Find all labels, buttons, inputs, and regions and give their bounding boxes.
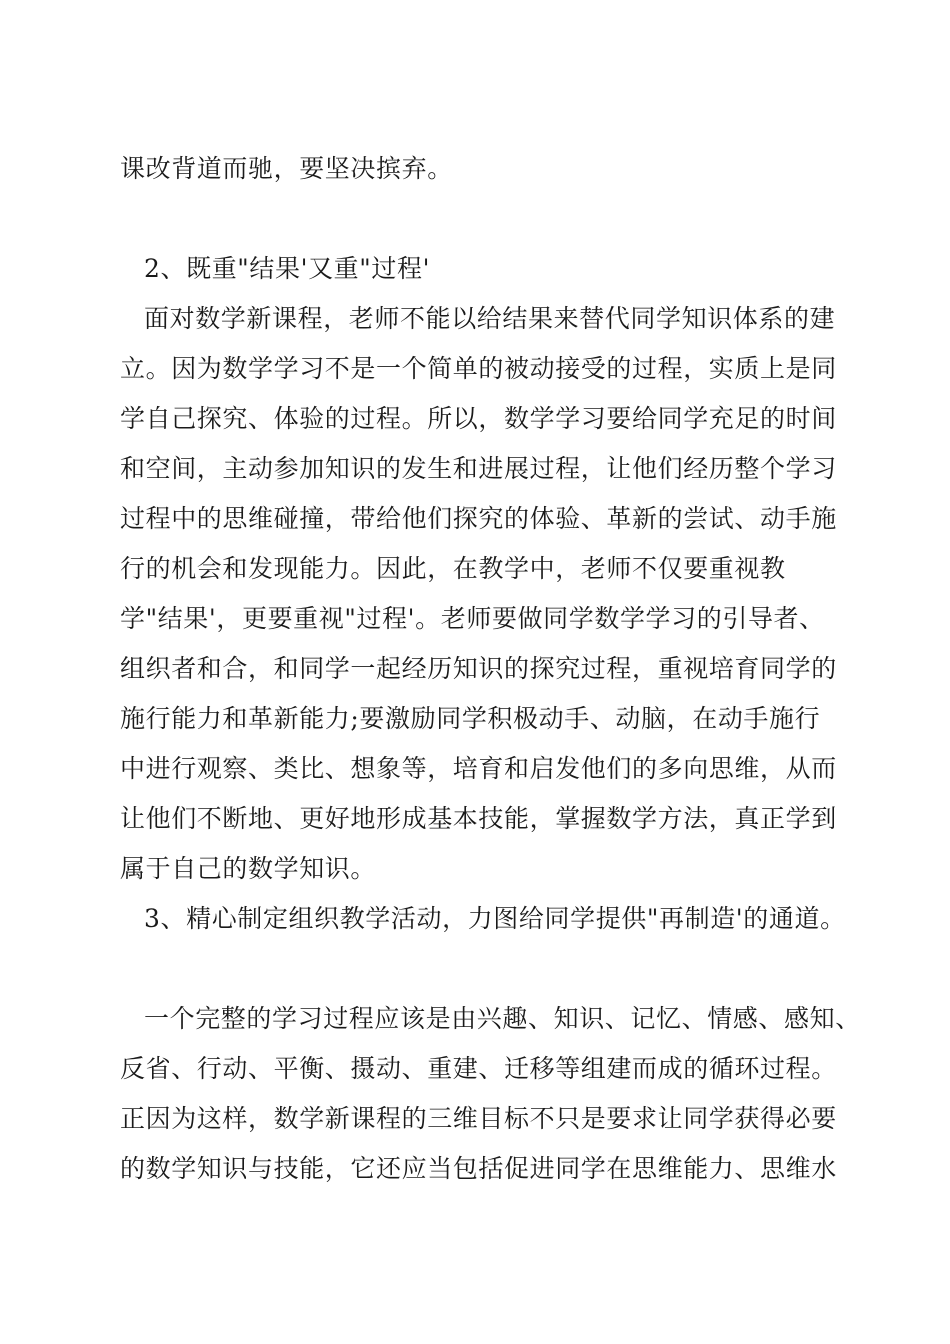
paragraph-line: 和空间，主动参加知识的发生和进展过程，让他们经历整个学习	[120, 454, 837, 483]
paragraph-line: 组织者和合，和同学一起经历知识的探究过程，重视培育同学的	[120, 654, 837, 683]
paragraph-line: 的数学知识与技能，它还应当包括促进同学在思维能力、思维水	[120, 1154, 837, 1183]
paragraph-line: 过程中的思维碰撞，带给他们探究的体验、革新的尝试、动手施	[120, 504, 837, 533]
paragraph-line: 行的机会和发现能力。因此，在教学中，老师不仅要重视教	[120, 554, 786, 583]
paragraph-line: 让他们不断地、更好地形成基本技能，掌握数学方法，真正学到	[120, 804, 837, 833]
paragraph-line: 学"结果'，更要重视"过程'。老师要做同学数学学习的引导者、	[120, 604, 825, 633]
paragraph-line: 一个完整的学习过程应该是由兴趣、知识、记忆、情感、感知、	[144, 1004, 861, 1033]
paragraph-line: 正因为这样，数学新课程的三维目标不只是要求让同学获得必要	[120, 1104, 837, 1133]
paragraph-line: 面对数学新课程，老师不能以给结果来替代同学知识体系的建	[144, 304, 836, 333]
paragraph-line: 施行能力和革新能力;要激励同学积极动手、动脑，在动手施行	[120, 704, 821, 733]
paragraph-line: 立。因为数学学习不是一个简单的被动接受的过程，实质上是同	[120, 354, 837, 383]
paragraph-line: 属于自己的数学知识。	[120, 854, 377, 883]
section-heading-2: 2、既重"结果'又重"过程'	[144, 254, 431, 283]
paragraph-line: 学自己探究、体验的过程。所以，数学学习要给同学充足的时间	[120, 404, 837, 433]
section-heading-3: 3、精心制定组织教学活动，力图给同学提供"再制造'的通道。	[144, 904, 846, 933]
paragraph-line: 中进行观察、类比、想象等，培育和启发他们的多向思维，从而	[120, 754, 837, 783]
paragraph-line: 反省、行动、平衡、摄动、重建、迁移等组建而成的循环过程。	[120, 1054, 837, 1083]
paragraph-line: 课改背道而驰，要坚决摈弃。	[120, 154, 453, 183]
